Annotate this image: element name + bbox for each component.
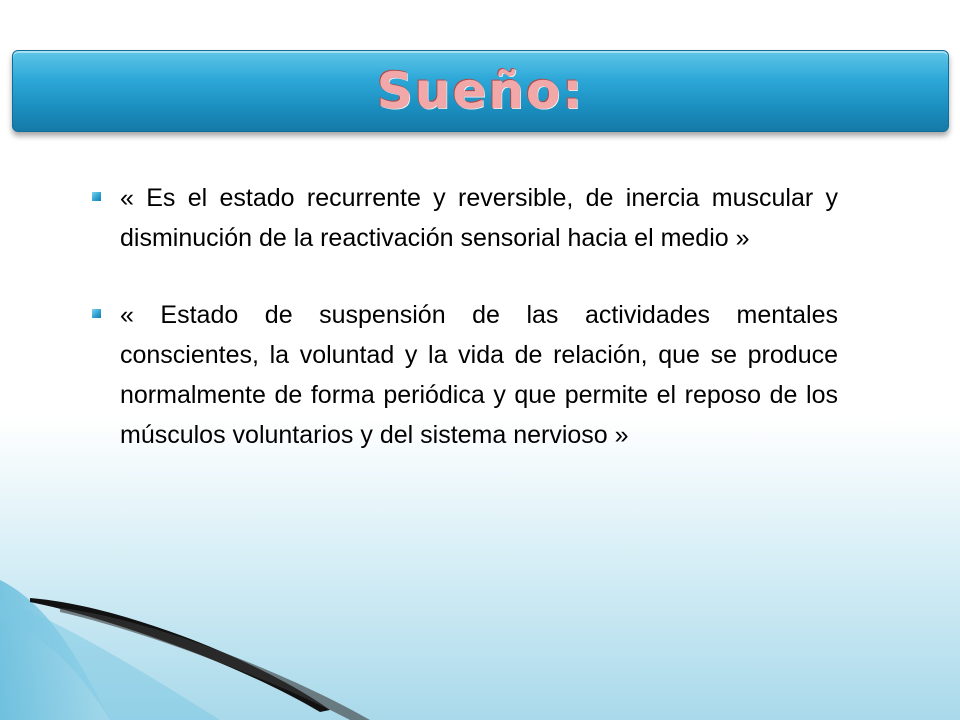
bullet-item: [90, 178, 838, 258]
decorative-swoosh: [0, 580, 960, 720]
bullet-text: « Estado de suspensión de las actividades mentales conscientes, la voluntad y la vida de relación, que se produce normalmente de forma periódica y que permite el reposo de los músculos voluntarios y del sistema nervioso »: [120, 301, 838, 449]
square-bullet-icon: [92, 192, 101, 201]
bullet-list: [90, 178, 838, 492]
bullet-item: [90, 295, 838, 455]
slide-title: Sueño:: [376, 62, 585, 120]
square-bullet-icon: [92, 309, 101, 318]
bullet-text: « Es el estado recurrente y reversible, de inercia muscular y disminución de la reactivación sensorial hacia el medio »: [120, 184, 838, 252]
title-banner: [12, 50, 949, 132]
